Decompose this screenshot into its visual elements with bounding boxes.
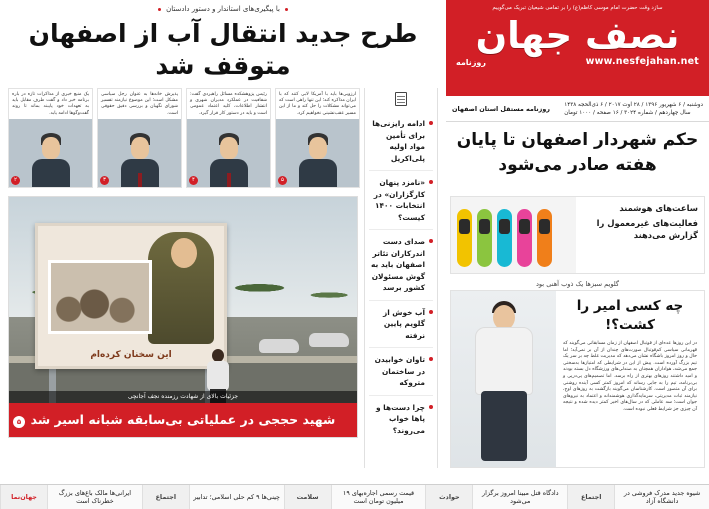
bullet-icon — [429, 121, 433, 125]
bottom-headline[interactable]: قیمت رسمی اجاره‌بهای ۱۹ میلیون تومان است — [331, 485, 426, 509]
bottom-index-bar — [0, 484, 709, 509]
document-icon — [395, 92, 407, 106]
smartband-text — [576, 197, 704, 273]
portrait-column[interactable] — [186, 88, 271, 188]
page-number-badge: ۲ — [11, 176, 20, 185]
portrait-text: ارزویی‌ها باید با آمریکا لابی کنند که با ایران مذاکره کند؛ این تنها راهی است که می‌تواند مشکلات را حل کند و ما از این مسیر عقب‌نشینی نخواهیم کرد. — [279, 92, 356, 116]
portrait-photo — [187, 119, 270, 187]
masthead — [446, 0, 709, 96]
car-shape — [259, 339, 299, 353]
smartband-story[interactable] — [450, 196, 705, 274]
news-list-item[interactable] — [369, 230, 433, 301]
face-shape — [42, 137, 60, 159]
news-list-item[interactable] — [369, 112, 433, 171]
issue-date-lines — [564, 101, 703, 117]
issue-date-line-1: دوشنبه / ۶ شهریور ۱۳۹۶ / ۲۸ اوت ۲۰۱۷ / ۶ ذی‌الحجه ۱۴۳۸ — [564, 101, 703, 108]
band-pink — [517, 209, 532, 267]
news-list-item[interactable] — [369, 301, 433, 349]
face-shape — [131, 137, 149, 159]
kicker-dot-icon — [158, 8, 161, 11]
bottom-headline[interactable]: چینی‌ها ۹ کم حلی اسلامی؛ تدابیر — [189, 485, 284, 509]
billboard-caption: این سخنان کرده‌ام — [90, 350, 172, 360]
tie-shape — [227, 173, 231, 187]
portrait-photo — [276, 119, 359, 187]
smartband-subtitle: فعالیت‌های غیرمعمول را گزارش می‌دهند — [596, 218, 698, 240]
portrait-column[interactable] — [275, 88, 360, 188]
bottom-section-tag[interactable]: اجتماع — [567, 485, 614, 509]
bottom-headline[interactable]: دادگاه قتل مبینا امروز برگزار می‌شود — [472, 485, 567, 509]
body-shape — [299, 159, 337, 187]
pants-shape — [481, 391, 527, 461]
portrait-photo — [98, 119, 181, 187]
feature-title: چه کسی امیر را کشت؟! — [576, 298, 684, 333]
secondary-headline: حکم شهردار اصفهان تا پایان هفته صادر می‌شود — [456, 130, 699, 175]
portrait-columns — [8, 88, 360, 188]
news-list-item-label: ادامه رایزنی‌ها برای تأمین مواد اولیه پلی‌اکریل — [372, 119, 425, 163]
bottom-section-tag[interactable]: حوادث — [425, 485, 472, 509]
photo-caption: جزئیات بالای از شهادت رزمنده نجف آجانچی — [9, 391, 357, 403]
smartband-title: ساعت‌های هوشمند — [619, 203, 698, 213]
kicker-dot-icon — [285, 8, 288, 11]
page-number-badge: ۵ — [13, 416, 25, 428]
feature-text — [556, 291, 704, 467]
bullet-icon — [429, 239, 433, 243]
masthead-tagline: روزنامه مستقل استان اصفهان — [452, 104, 550, 113]
headline-kicker-strip — [0, 0, 446, 18]
bottom-section-tag[interactable]: سلامت — [284, 485, 331, 509]
face-shape — [220, 137, 238, 159]
page-number-badge: ۳ — [100, 176, 109, 185]
soldier-face — [171, 238, 197, 268]
bullet-icon — [429, 405, 433, 409]
portrait-column[interactable] — [97, 88, 182, 188]
band-blue — [497, 209, 512, 267]
news-list-item[interactable] — [369, 396, 433, 443]
band-yellow — [457, 209, 472, 267]
masthead-word-newspaper: روزنامه — [456, 58, 486, 67]
portrait-text: پذیرش خانه‌ها به عنوان رجل سیاسی مشکل است؛ این موضوع نیازمند تفسیر شورای نگهبان و بررسی دقیق حقوقی است. — [101, 92, 178, 116]
news-list-item-label: صدای دست اندرکاران تئاتر اصفهان باید به گوش مسئولان کشور برسد — [371, 237, 425, 292]
bullet-icon — [429, 180, 433, 184]
bottom-section-tag[interactable]: جهان‌نما — [0, 485, 47, 509]
feature-photo — [451, 291, 556, 467]
tie-shape — [138, 173, 142, 187]
page-number-badge: ۵ — [278, 176, 287, 185]
portrait-photo — [9, 119, 92, 187]
bottom-headline[interactable]: شیوه جدید مدرک فروشی در دانشگاه آزاد — [614, 485, 709, 509]
inset-photo-people — [54, 278, 146, 330]
bullet-icon — [429, 357, 433, 361]
news-list-item-label: «نامزد پنهان کارگزاران» در انتخابات ۱۴۰۰ کیست؟ — [373, 178, 425, 222]
body-shape — [32, 159, 70, 187]
band-orange — [537, 209, 552, 267]
page-number-badge: ۴ — [189, 176, 198, 185]
car-shape — [309, 333, 349, 347]
bottom-section-tag[interactable]: اجتماع — [142, 485, 189, 509]
news-list-item[interactable] — [369, 171, 433, 230]
feature-kicker: گلویم سبزها یک ذوب آهنی بود — [535, 280, 620, 288]
issue-date-line-2: سال چهاردهم / شماره ۳۰۲۴ / ۱۶ صفحه / ۱۰۰۰ تومان — [564, 109, 691, 116]
feature-story[interactable] — [450, 290, 705, 468]
lead-photo-story[interactable] — [8, 196, 358, 438]
lead-photo-headline: شهید حججی در عملیاتی بی‌سابقه شبانه اسیر شد — [9, 403, 357, 437]
headline-kicker: با پیگیری‌های استاندار و دستور دادستان — [166, 5, 280, 13]
news-list-column — [364, 88, 438, 468]
band-green — [477, 209, 492, 267]
masthead-logo: نصف جهان — [475, 14, 680, 57]
portrait-text: یک منبع خبری از مذاکرات تازه در باره برنامه خبر داد و گفت طرف مقابل باید به تعهدات خود پایبند بماند تا روند گفت‌وگوها ادامه یابد. — [12, 92, 89, 116]
portrait-column[interactable] — [8, 88, 93, 188]
feature-body: در این روزها عده‌ای از فوتبال اصفهان از زمان مسابقاتی می‌گویند که قهرمانی سیاسی کم‌فوتبال صورت‌های چندان از آن بر نمی‌آید؛ اما حال و روز امروز باشگاه نشان می‌دهد که مدیریت غلط چه بر سر یک تیم بزرگ آورده است. پیش از این در شرایطی که امتیازها به‌سختی جمع می‌شد، هواداران همچنان به صندلی‌های ورزشگاه دل بسته بودند و امید داشتند روزهای بهتری از راه برسد. اما تصمیم‌های پی‌در‌پی و بی‌برنامه، تیم را به جایی رساند که امروز کمتر کسی آینده روشنی برای آن متصور است. کارشناسان می‌گویند بازگشت به روزهای اوج، نیازمند ثبات مدیریتی، سرمایه‌گذاری هوشمندانه و اعتماد به نیروهای جوان است؛ سه عاملی که در سال‌های اخیر کمتر دیده شده و نتیجه آن چیزی جز شرایط فعلی نبوده است. — [563, 341, 697, 412]
news-list-item-label: چرا دست‌ها و پاها خواب می‌روند؟ — [376, 402, 425, 435]
main-headline: طرح جدید انتقال آب از اصفهان متوقف شد — [28, 19, 418, 80]
masthead-top-line: سازد وقت حضرت امام موسی کاظم(ع) را بر تمامی شیعیان تبریک می‌گوییم — [492, 5, 663, 11]
bullet-icon — [429, 310, 433, 314]
bottom-headline[interactable]: ایرانی‌ها مالک باغ‌های بزرگ خطرناک است — [47, 485, 142, 509]
news-list-item[interactable] — [369, 348, 433, 396]
shirt-shape — [475, 327, 533, 395]
portrait-text: رئیس پژوهشکده مسائل راهبردی گفت: شفافیت در عملکرد مدیران شهری و انتشار اطلاعات، کلید اعتماد عمومی است و باید در دستور کار قرار گیرد. — [190, 92, 267, 116]
billboard — [35, 223, 227, 369]
news-list-item-label: تاوان خوابیدن در ساختمان متروکه — [374, 355, 425, 387]
news-list-item-label: آب خوش از گلویم پایین نرفته — [382, 307, 425, 340]
smartband-photo — [451, 197, 576, 273]
website-url[interactable]: www.nesfejahan.net — [585, 56, 699, 67]
face-shape — [309, 137, 327, 159]
masthead-info-bar — [446, 96, 709, 122]
